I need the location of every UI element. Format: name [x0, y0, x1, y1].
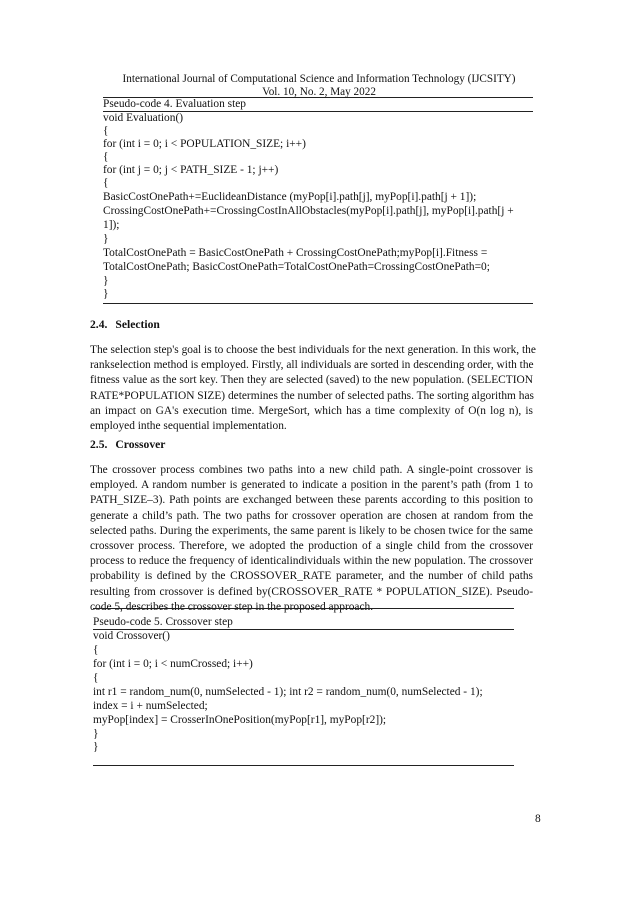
pseudocode-caption: Pseudo-code 5. Crossover step: [93, 616, 233, 628]
section-title: Crossover: [115, 438, 166, 451]
code-line: BasicCostOnePath+=EuclideanDistance (myPop[i].path[j], myPop[i].path[j + 1]);: [103, 191, 477, 203]
code-line: for (int i = 0; i < POPULATION_SIZE; i++): [103, 138, 306, 150]
paragraph-line: code 5, describes the crossover step in the proposed approach.: [90, 600, 374, 613]
paragraph-line: an impact on GA's execution time. MergeSort, which has a time complexity of O(n log n), is: [90, 404, 533, 417]
running-header-journal: International Journal of Computational Science and Information Technology (IJCSITY): [122, 73, 516, 85]
code-line: CrossingCostOnePath+=CrossingCostInAllObstacles(myPop[i].path[j], myPop[i].path[j +: [103, 205, 514, 217]
code-line: }: [103, 233, 109, 245]
page-number: 8: [535, 813, 541, 825]
top-rule: [93, 608, 514, 609]
pseudocode-crossover-box: [93, 608, 514, 768]
code-line: {: [93, 672, 99, 684]
code-line: void Crossover(): [93, 630, 170, 642]
code-line: {: [93, 644, 99, 656]
section-heading-selection: [90, 318, 160, 332]
code-line: TotalCostOnePath; BasicCostOnePath=TotalCostOnePath=CrossingCostOnePath=0;: [103, 261, 490, 273]
paragraph-line: generate a child’s path. The two paths for crossover operation are chosen at random from the: [90, 509, 533, 522]
pseudocode-evaluation-box: [103, 97, 533, 305]
section-number: 2.5.: [90, 438, 108, 451]
paragraph-line: selected paths. During the experiments, the same parent is likely to be chosen twice for the same: [90, 524, 533, 537]
code-line: {: [103, 125, 109, 137]
code-line: void Evaluation(): [103, 112, 184, 124]
paragraph-line: employed inthe sequential implementation.: [90, 419, 287, 432]
code-line: {: [103, 177, 109, 189]
paragraph-line: PATH_SIZE–3). Path points are exchanged between these parents according to this position to: [90, 494, 533, 507]
paragraph-line: The crossover process combines two paths into a new child path. A single-point crossover is: [90, 464, 533, 476]
bottom-rule: [93, 765, 514, 766]
bottom-rule: [103, 303, 533, 304]
code-line: }: [103, 288, 109, 300]
section-title: Selection: [115, 318, 160, 331]
code-line: }: [93, 728, 99, 740]
running-header-volume: Vol. 10, No. 2, May 2022: [262, 86, 376, 98]
code-line: 1]);: [103, 219, 120, 231]
paragraph-line: RATE*POPULATION SIZE) determines the number of selected paths. The sorting algorithm has: [90, 389, 534, 402]
pseudocode-caption: Pseudo-code 4. Evaluation step: [103, 98, 246, 110]
paragraph-selection: [90, 343, 536, 434]
code-line: myPop[index] = CrosserInOnePosition(myPop[r1], myPop[r2]);: [93, 714, 387, 726]
paragraph-line: rankselection method is employed. Firstly, all individuals are sorted in descending order, with the: [90, 359, 534, 372]
paragraph-line: resulting from crossover is defined by(CROSSOVER_RATE * POPULATION_SIZE). Pseudo-: [90, 585, 533, 598]
code-line: index = i + numSelected;: [93, 700, 208, 712]
section-number: 2.4.: [90, 318, 108, 331]
code-line: {: [103, 151, 109, 163]
code-line: int r1 = random_num(0, numSelected - 1); int r2 = random_num(0, numSelected - 1);: [93, 686, 483, 698]
paragraph-line: crossover process. Therefore, we adopted the production of a single child from the crossover: [90, 539, 533, 552]
code-line: }: [93, 741, 99, 753]
code-line: for (int i = 0; i < numCrossed; i++): [93, 658, 253, 670]
section-heading-crossover: [90, 438, 165, 452]
paragraph-crossover: [90, 463, 533, 615]
code-line: TotalCostOnePath = BasicCostOnePath + CrossingCostOnePath;myPop[i].Fitness =: [103, 247, 488, 259]
paragraph-line: fitness value as the sort key. Then they are selected (saved) to the new population. (SELECTION: [90, 374, 533, 387]
paragraph-line: probability is defined by the CROSSOVER_RATE parameter, and the number of child paths: [90, 570, 533, 583]
paragraph-line: employed. A random number is generated to indicate a position in the parent’s path (from 1 to: [90, 479, 533, 492]
paragraph-line: process to reduce the frequency of identicalindividuals within the new population. The crossover: [90, 555, 533, 568]
code-line: }: [103, 275, 109, 287]
code-line: for (int j = 0; j < PATH_SIZE - 1; j++): [103, 164, 279, 176]
paragraph-line: The selection step's goal is to choose the best individuals for the next generation. In this work, the: [90, 344, 536, 356]
